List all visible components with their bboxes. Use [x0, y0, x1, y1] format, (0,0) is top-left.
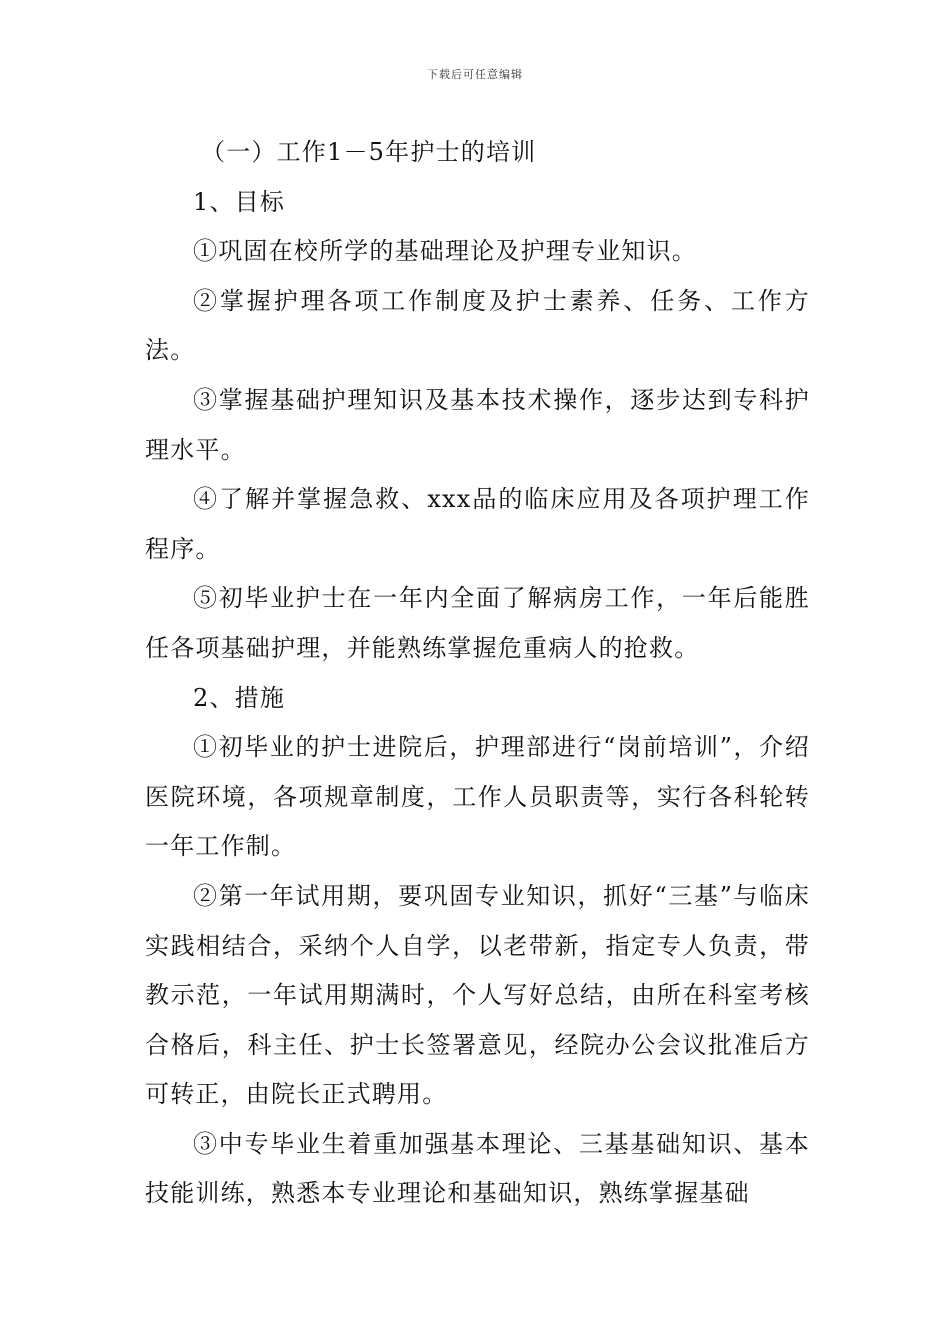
goal-item-1: ①巩固在校所学的基础理论及护理专业知识。 — [193, 237, 697, 266]
document-body — [145, 128, 810, 1219]
subsection-heading-goals: 1、目标 — [193, 187, 286, 216]
goal-item-2: ②掌握护理各项工作制度及护士素养、任务、工作方法。 — [145, 286, 810, 365]
measure-item-3: ③中专毕业生着重加强基本理论、三基基础知识、基本技能训练，熟悉本专业理论和基础知识，熟练掌握基础 — [145, 1129, 810, 1208]
subsection-heading-measures: 2、措施 — [193, 683, 286, 712]
goal-item-5: ⑤初毕业护士在一年内全面了解病房工作，一年后能胜任各项基础护理，并能熟练掌握危重病人的抢救。 — [145, 584, 810, 662]
goal-item-4: ④了解并掌握急救、xxx品的临床应用及各项护理工作程序。 — [145, 485, 810, 563]
measure-item-2: ②第一年试用期，要巩固专业知识，抓好“三基”与临床实践相结合，采纳个人自学，以老带新，指定专人负责，带教示范，一年试用期满时，个人写好总结，由所在科室考核合格后，科主任、护士长签署意见，经院办公会议批准后方可转正，由院长正式聘用。 — [145, 881, 810, 1109]
page-header: 下载后可任意编辑 — [427, 68, 523, 81]
goal-item-3: ③掌握基础护理知识及基本技术操作，逐步达到专科护理水平。 — [145, 385, 810, 464]
section-heading: （一）工作1－5年护士的培训 — [201, 138, 537, 166]
measure-item-1: ①初毕业的护士进院后，护理部进行“岗前培训”，介绍医院环境，各项规章制度，工作人员职责等，实行各科轮转一年工作制。 — [145, 733, 810, 861]
